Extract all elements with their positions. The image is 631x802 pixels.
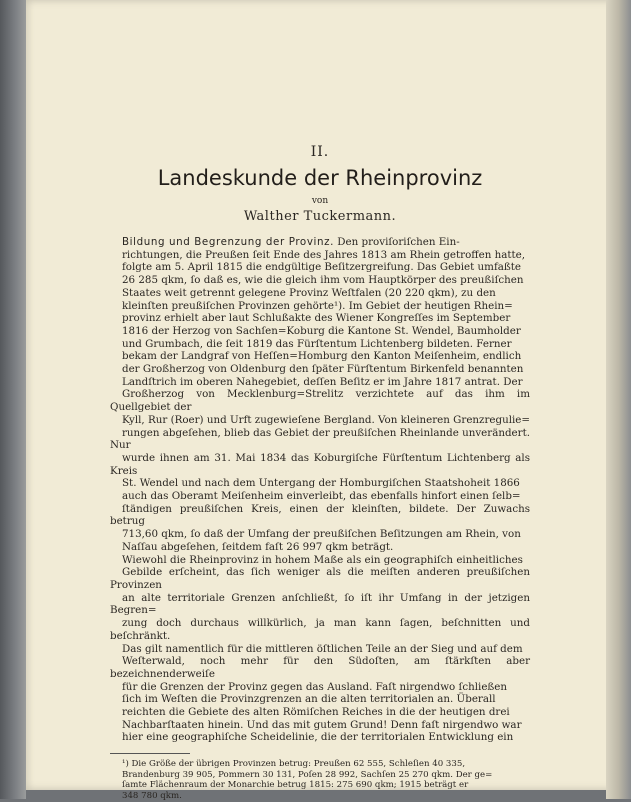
text-line: Weſterwald, noch mehr für den Südoſten, am ſtärkſten aber bezeichnenderweiſe — [110, 655, 530, 680]
paragraph-2 — [110, 554, 530, 745]
author-name: Walther Tuckermann. — [243, 209, 397, 224]
text-line: 26 285 qkm, ſo daß es, wie die gleich ihm vom Hauptkörper des preußiſchen — [122, 274, 524, 287]
section-lead: Bildung und Begrenzung der Provinz. — [122, 236, 334, 248]
text-line: Landſtrich im oberen Nahegebiet, deſſen Beſitz er im Jahre 1817 antrat. Der — [122, 375, 523, 388]
footnote-line: 348 780 qkm. — [122, 790, 182, 801]
text-line: Wiewohl die Rheinprovinz in hohem Maße als ein geographiſch einheitliches — [122, 553, 523, 566]
footnote — [110, 759, 530, 801]
text-line: reichten die Gebiete des alten Römiſchen Reiches in die der heutigen drei — [122, 706, 510, 719]
chapter-title: Landeskunde der Rheinprovinz — [157, 166, 483, 190]
text-line: der Großherzog von Oldenburg den ſpäter Fürſtentum Birkenfeld benannten — [122, 363, 524, 376]
footnote-line: ſamte Flächenraum der Monarchie betrug 1815: 275 690 qkm; 1915 beträgt er — [122, 780, 469, 791]
footnote-line: Brandenburg 39 905, Pommern 30 131, Poſen 28 992, Sachſen 25 270 qkm. Der ge= — [122, 769, 493, 780]
text-line: Nachbarſtaaten hinein. Und das mit gutem Grund! Denn faſt nirgendwo war — [122, 718, 522, 731]
text-line: hier eine geographiſche Scheidelinie, die der territorialen Entwicklung ein — [122, 731, 514, 744]
text-line: bekam der Landgraf von Heſſen=Homburg den Kanton Meiſenheim, endlich — [122, 350, 522, 363]
byline-von: von — [311, 196, 329, 206]
text-line: Staates weit getrennt gelegene Provinz Weſtfalen (20 220 qkm), zu den — [122, 286, 496, 299]
text-line: St. Wendel und nach dem Untergang der Homburgiſchen Staatshoheit 1866 — [122, 477, 520, 490]
book-binding-edge — [0, 0, 26, 799]
text-line: folgte am 5. April 1815 die endgültige Beſitzergreifung. Das Gebiet umfaßte — [122, 261, 522, 274]
footnote-divider — [110, 753, 190, 754]
text-line: richtungen, die Preußen ſeit Ende des Jahres 1813 am Rhein getroffen hatte, — [122, 248, 526, 261]
footnote-line: ¹) Die Größe der übrigen Provinzen betrug: Preußen 62 555, Schleſien 40 335, — [122, 759, 466, 770]
text-line: 1816 der Herzog von Sachſen=Koburg die Kantone St. Wendel, Baumholder — [122, 324, 521, 337]
text-line: Gebilde erſcheint, das ſich weniger als die meiſten anderen preußiſchen Provinzen — [110, 566, 530, 591]
text-line: Naſſau abgeſehen, ſeitdem faſt 26 997 qkm beträgt. — [122, 540, 394, 553]
text-line: rungen abgeſehen, blieb das Gebiet der preußiſchen Rheinlande unverändert. Nur — [110, 426, 530, 452]
text-line: und Grumbach, die ſeit 1819 das Fürſtentum Lichtenberg bildeten. Ferner — [122, 337, 512, 350]
text-line: ſich im Weſten die Provinzgrenzen an die alten territorialen an. Überall — [122, 693, 496, 706]
text-line: auch das Oberamt Meiſenheim einverleibt, das ebenfalls hinfort einen ſelb= — [122, 490, 521, 503]
chapter-number: II. — [310, 144, 330, 160]
paragraph-1 — [110, 236, 530, 554]
text-line: Großherzog von Mecklenburg=Strelitz verzichtete auf das ihm im Quellgebiet der — [110, 388, 530, 414]
text-line: provinz erhielt aber laut Schlußakte des Wiener Kongreſſes im September — [122, 312, 511, 325]
page-edge — [606, 0, 631, 799]
text-line: 713,60 qkm, ſo daß der Umfang der preußiſchen Beſitzungen am Rhein, von — [122, 528, 521, 541]
text-line: ſtändigen preußiſchen Kreis, einen der kleinſten, bildete. Der Zuwachs betrug — [110, 502, 530, 528]
text-line: an alte territoriale Grenzen anſchließt, ſo iſt ihr Umfang in der jetzigen Begren= — [110, 591, 530, 617]
page-text — [110, 144, 530, 802]
text-line: wurde ihnen am 31. Mai 1834 das Koburgiſche Fürſtentum Lichtenberg als Kreis — [110, 451, 530, 477]
text-line: kleinſten preußiſchen Provinzen gehörte¹). Im Gebiet der heutigen Rhein= — [122, 299, 513, 312]
text-line: Den proviſoriſchen Ein- — [337, 236, 460, 248]
text-line: für die Grenzen der Provinz gegen das Ausland. Faſt nirgendwo ſchließen — [122, 680, 508, 693]
text-line: Das gilt namentlich für die mittleren öſtlichen Teile an der Sieg und auf dem — [122, 642, 523, 655]
text-line: zung doch durchaus willkürlich, ja man kann ſagen, beſchnitten und beſchränkt. — [110, 617, 530, 642]
text-line: Kyll, Rur (Roer) und Urft zugewieſene Bergland. Von kleineren Grenzregulie= — [122, 413, 531, 426]
